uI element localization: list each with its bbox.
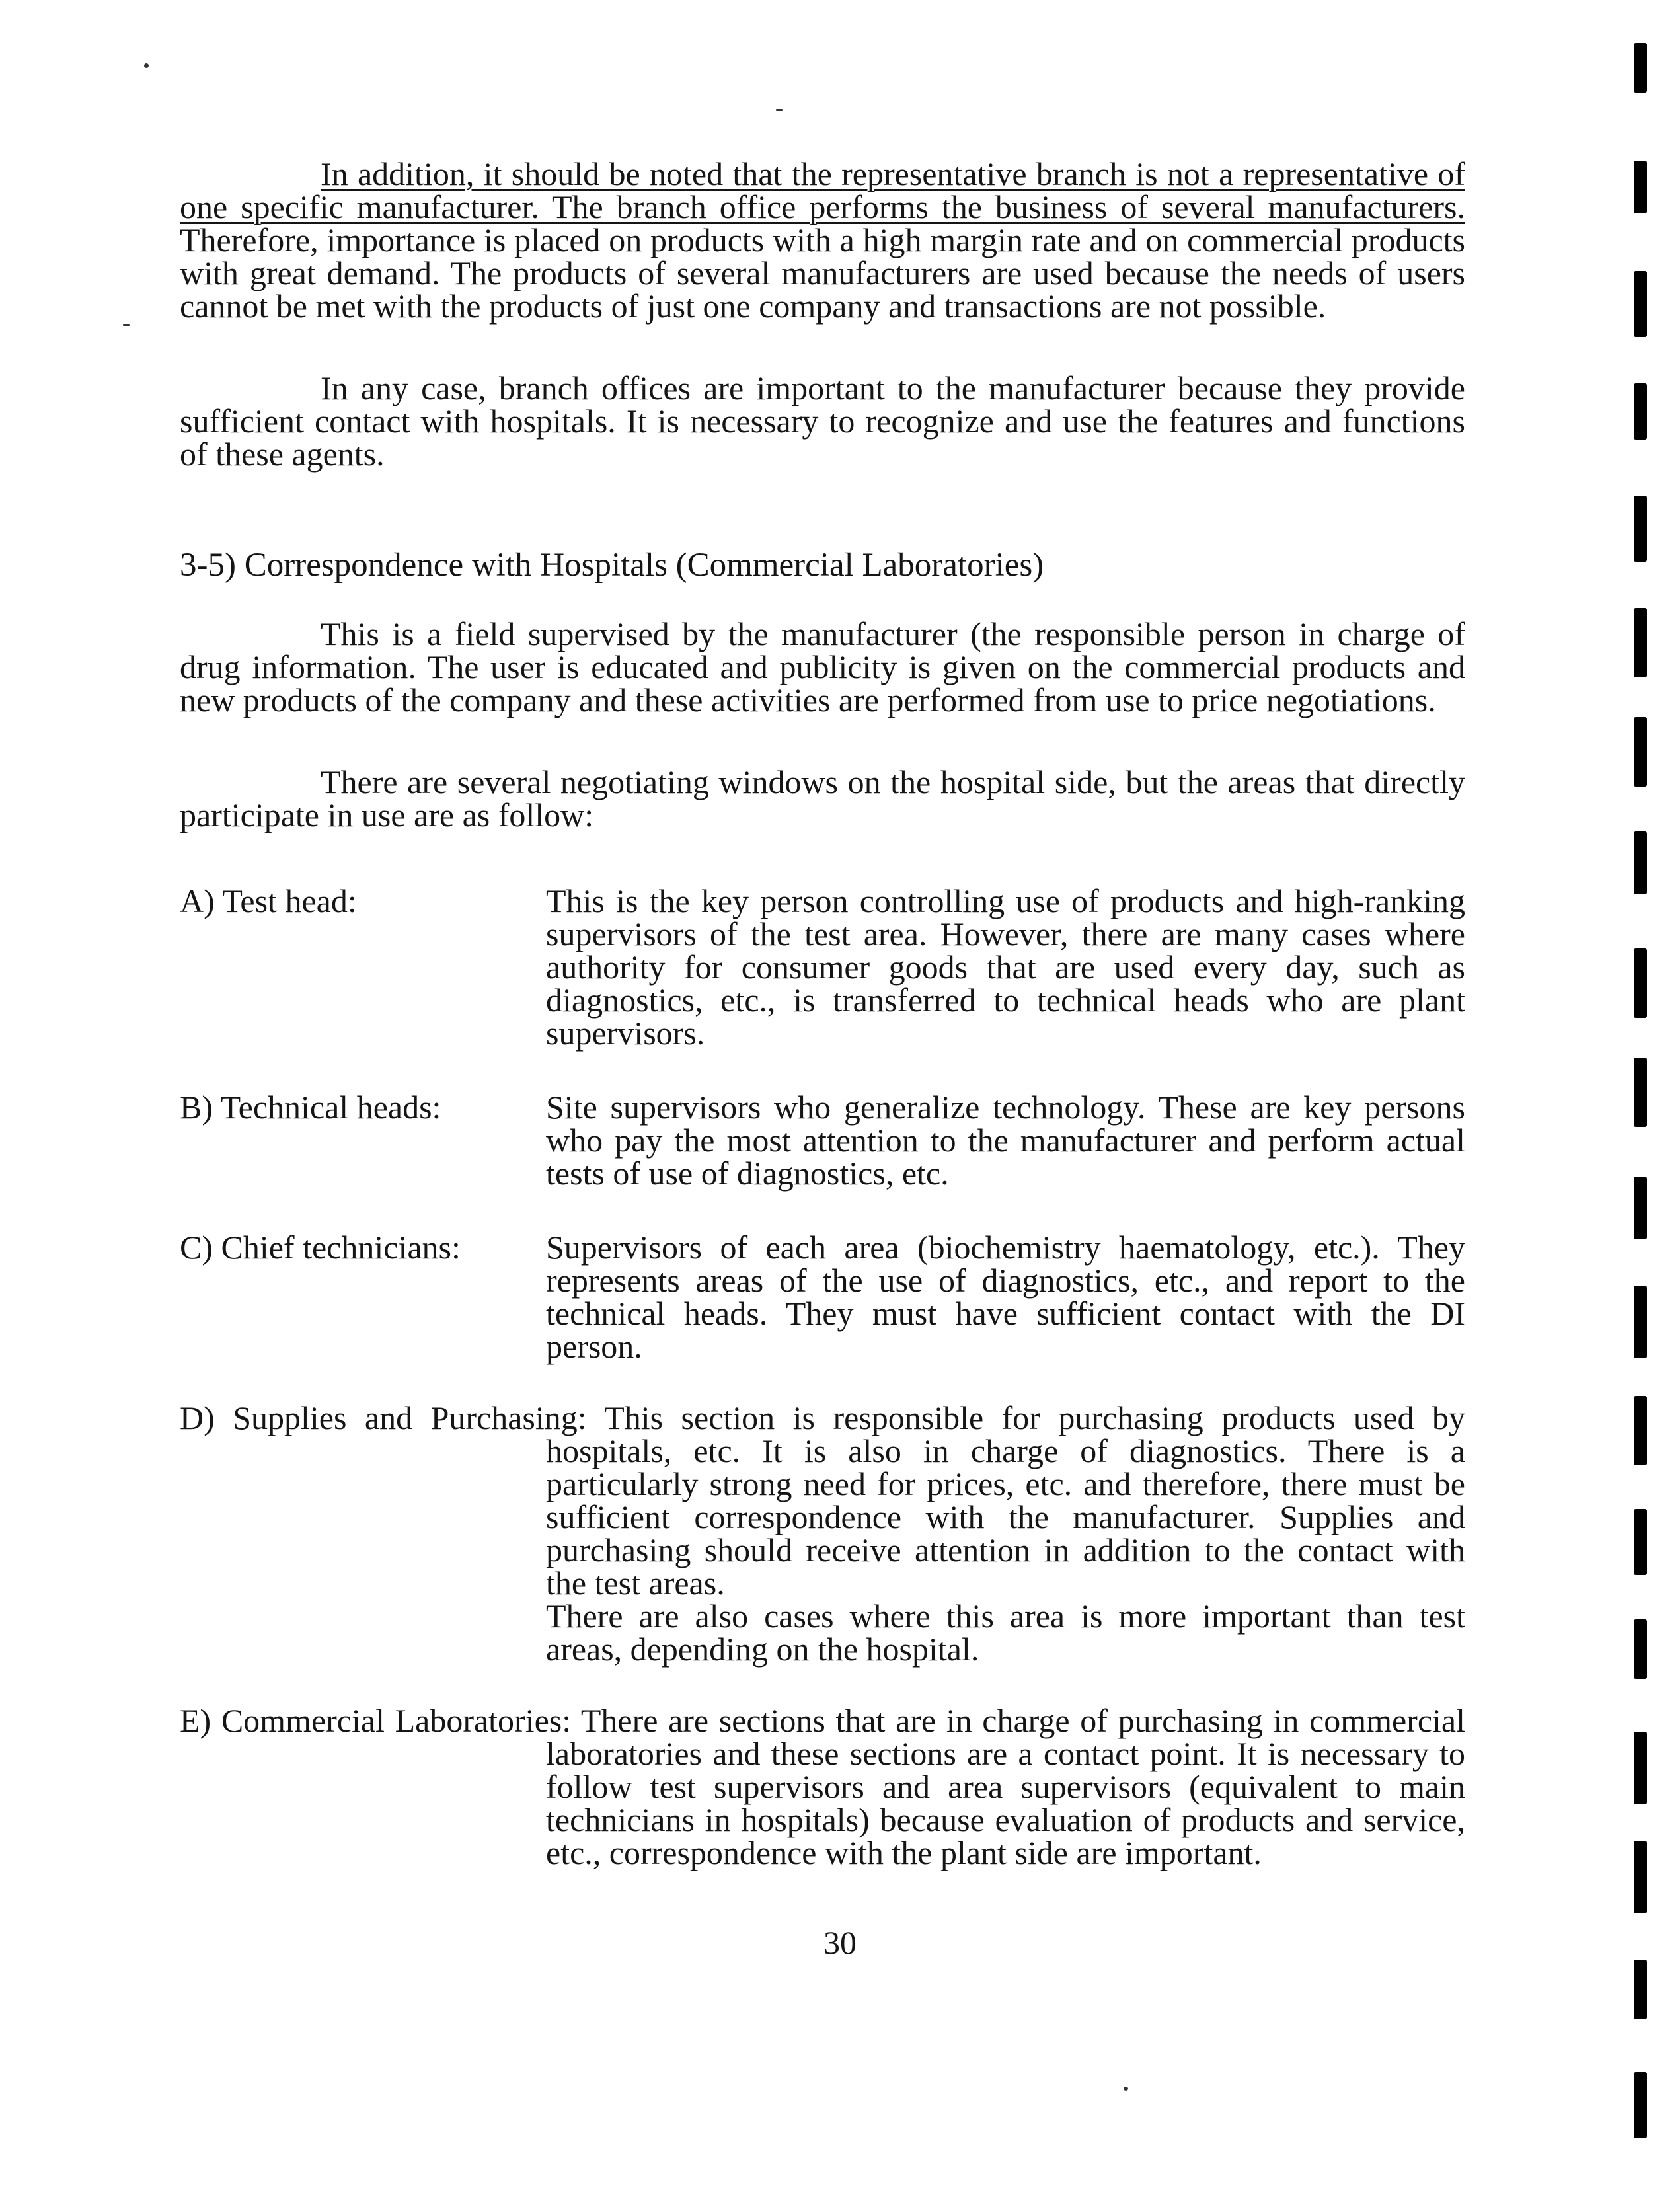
scan-speck: [123, 324, 130, 326]
definition-text: Site supervisors who generalize technology. These are key persons who pay the most attention to the manufacturer and perform actual tests of use of diagnostics, etc.: [546, 1089, 1465, 1192]
binding-mark: [1634, 1396, 1647, 1465]
definition-text: There are sections that are in charge of purchasing in commercial laboratories and these sections are a contact point. It is necessary to follow test supervisors and area supervisors (equivalent to main technicians in hospitals) because evaluation of products and service, etc., correspondence with the plant side are important.: [546, 1702, 1466, 1871]
paragraph-branch-office: [180, 157, 1465, 323]
paragraph-text: Therefore, importance is placed on products with a high margin rate and on commercial products with great demand. The products of several manufacturers are used because the needs of users cannot be met with the products of just one company and transactions are not possible.: [180, 221, 1465, 325]
binding-mark: [1634, 1286, 1647, 1358]
binding-mark: [1634, 496, 1647, 562]
binding-mark: [1634, 717, 1647, 787]
scan-speck: [1124, 2087, 1128, 2091]
page-number: 30: [823, 1924, 857, 1961]
binding-mark: [1634, 161, 1647, 213]
definition-extra-text: There are also cases where this area is more important than test areas, depending on the hospital.: [546, 1598, 1465, 1668]
definition-term: D) Supplies and Purchasing:: [180, 1399, 587, 1436]
definition-term: B) Technical heads:: [180, 1089, 441, 1126]
section-heading: 3-5) Correspondence with Hospitals (Commercial Laboratories): [180, 547, 1044, 584]
paragraph-agents: In any case, branch offices are important to the manufacturer because they provide sufficient contact with hospitals. It is necessary to recognize and use the features and functions of these agents.: [180, 369, 1465, 473]
binding-mark: [1634, 831, 1647, 894]
definition-text: This section is responsible for purchasing products used by hospitals, etc. It is also in charge of diagnostics. There is a particularly strong need for prices, etc. and therefore, there must be sufficient correspondence with the manufacturer. Supplies and purchasing should receive attention in addition to the contact with the test areas.: [546, 1399, 1465, 1602]
definition-text: Supervisors of each area (biochemistry haematology, etc.). They represents areas of the use of diagnostics, etc., and report to the technical heads. They must have sufficient contact with the DI person.: [546, 1229, 1465, 1365]
binding-mark: [1634, 2072, 1647, 2138]
binding-mark: [1634, 1058, 1647, 1127]
binding-mark: [1634, 1619, 1647, 1679]
definition-supplies-purchasing: [180, 1399, 1465, 1668]
binding-mark: [1634, 1732, 1647, 1804]
definition-term: E) Commercial Laboratories:: [180, 1702, 572, 1739]
underlined-text: In addition, it should be noted that the representative branch is not a representative of one specific manufacturer. The branch office performs the business of several manufacturers.: [180, 155, 1465, 225]
definition-term: C) Chief technicians:: [180, 1229, 461, 1266]
binding-mark: [1634, 948, 1647, 1018]
definition-term: A) Test head:: [180, 882, 357, 919]
paragraph-field-supervised: This is a field supervised by the manufacturer (the responsible person in charge of drug information. The user is educated and publicity is given on the commercial products and new products of the company and these activities are performed from use to price negotiations.: [180, 615, 1465, 718]
definition-test-head: [180, 884, 1465, 1050]
definition-commercial-laboratories: [180, 1702, 1466, 1871]
binding-mark: [1634, 1509, 1647, 1575]
binding-mark: [1634, 1960, 1647, 2019]
binding-mark: [1634, 1841, 1647, 1913]
scan-speck: [776, 109, 783, 111]
binding-mark: [1634, 1177, 1647, 1239]
page-body: [180, 157, 1465, 1869]
binding-mark: [1634, 43, 1647, 93]
binding-mark: [1634, 271, 1647, 337]
definition-text: This is the key person controlling use of products and high-ranking supervisors of the test area. However, there are many cases where authority for consumer goods that are used every day, such as diagnostics, etc., is transferred to technical heads who are plant supervisors.: [546, 882, 1465, 1052]
binding-mark: [1634, 608, 1647, 677]
binding-mark: [1634, 383, 1647, 440]
paragraph-negotiating-windows: There are several negotiating windows on the hospital side, but the areas that directly participate in use are as follow:: [180, 763, 1465, 833]
definition-technical-heads: [180, 1091, 1465, 1190]
scan-speck: [144, 63, 149, 68]
definition-chief-technicians: [180, 1231, 1465, 1363]
